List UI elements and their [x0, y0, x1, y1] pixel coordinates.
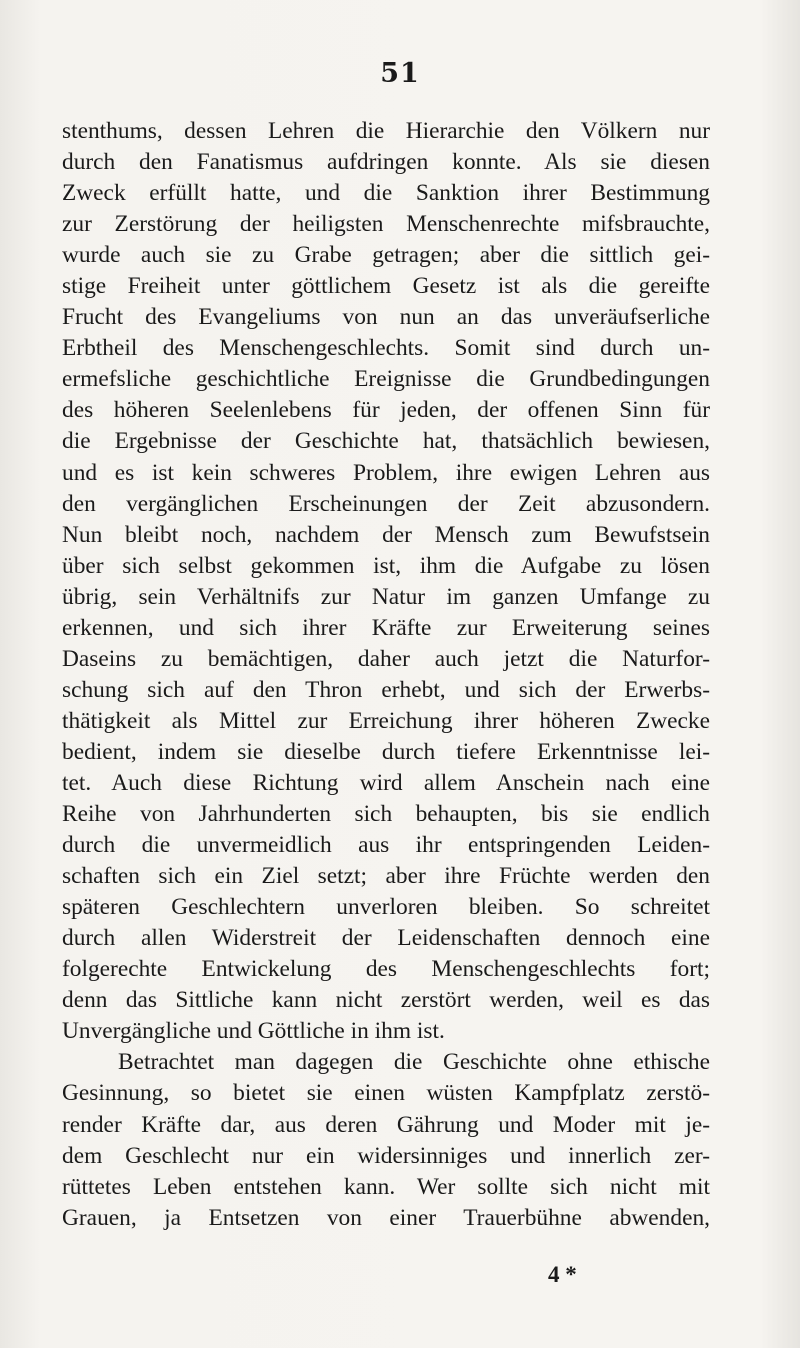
text-line: stige Freiheit unter göttlichem Gesetz ist als die gereifte [62, 273, 710, 300]
text-line: Frucht des Evangeliums von nun an das unveräufserliche [62, 304, 710, 331]
text-line: späteren Geschlechtern unverloren bleiben. So schreitet [62, 894, 710, 921]
text-line: durch die unvermeidlich aus ihr entspringenden Leiden- [62, 832, 710, 859]
text-line: rüttetes Leben entstehen kann. Wer sollte sich nicht mit [62, 1173, 710, 1200]
text-line: folgerechte Entwickelung des Menschengeschlechts fort; [62, 956, 710, 983]
text-line: stenthums, dessen Lehren die Hierarchie den Völkern nur [62, 118, 710, 144]
paragraph-end-line: Unvergängliche und Göttliche in ihm ist. [62, 1018, 445, 1045]
text-line: thätigkeit als Mittel zur Erreichung ihrer höheren Zwecke [62, 707, 710, 734]
text-line: ermefsliche geschichtliche Ereignisse die Grundbedingungen [62, 366, 710, 393]
body-text [62, 116, 710, 1234]
text-line: zur Zerstörung der heiligsten Menschenrechte mifsbrauchte, [62, 211, 710, 238]
text-line: den vergänglichen Erscheinungen der Zeit abzusondern. [62, 490, 710, 517]
text-line: die Ergebnisse der Geschichte hat, thatsächlich bewiesen, [62, 428, 710, 455]
text-line: Daseins zu bemächtigen, daher auch jetzt die Naturfor- [62, 645, 710, 672]
text-line: erkennen, und sich ihrer Kräfte zur Erweiterung seines [62, 614, 710, 641]
text-line: Nun bleibt noch, nachdem der Mensch zum Bewufstsein [62, 521, 710, 548]
text-line: schung sich auf den Thron erhebt, und sich der Erwerbs- [62, 676, 710, 703]
signature-mark: 4 * [548, 1262, 577, 1287]
text-line: bedient, indem sie dieselbe durch tiefere Erkenntnisse lei- [62, 738, 710, 765]
text-line: dem Geschlecht nur ein widersinniges und innerlich zer- [62, 1142, 710, 1169]
page-number: 51 [380, 58, 420, 89]
text-line: durch allen Widerstreit der Leidenschaften dennoch eine [62, 925, 710, 952]
text-line: übrig, sein Verhältnifs zur Natur im ganzen Umfange zu [62, 583, 710, 610]
text-line: wurde auch sie zu Grabe getragen; aber die sittlich gei- [62, 242, 710, 269]
text-line: des höheren Seelenlebens für jeden, der offenen Sinn für [62, 397, 710, 424]
text-line: schaften sich ein Ziel setzt; aber ihre Früchte werden den [62, 863, 710, 890]
text-line: Grauen, ja Entsetzen von einer Trauerbühne abwenden, [62, 1204, 710, 1231]
text-line: denn das Sittliche kann nicht zerstört werden, weil es das [62, 987, 710, 1014]
text-line: und es ist kein schweres Problem, ihre ewigen Lehren aus [62, 459, 710, 486]
text-line: Gesinnung, so bietet sie einen wüsten Kampfplatz zerstö- [62, 1080, 710, 1107]
text-line: render Kräfte dar, aus deren Gährung und Moder mit je- [62, 1111, 710, 1138]
text-line: Zweck erfüllt hatte, und die Sanktion ihrer Bestimmung [62, 180, 710, 207]
text-line: tet. Auch diese Richtung wird allem Anschein nach eine [62, 769, 710, 796]
text-line: Erbtheil des Menschengeschlechts. Somit sind durch un- [62, 335, 710, 362]
text-line: über sich selbst gekommen ist, ihm die Aufgabe zu lösen [62, 552, 710, 579]
text-line: durch den Fanatismus aufdringen konnte. Als sie diesen [62, 149, 710, 176]
paragraph-start-line: Betrachtet man dagegen die Geschichte ohne ethische [118, 1049, 710, 1076]
text-line: Reihe von Jahrhunderten sich behaupten, bis sie endlich [62, 801, 710, 828]
